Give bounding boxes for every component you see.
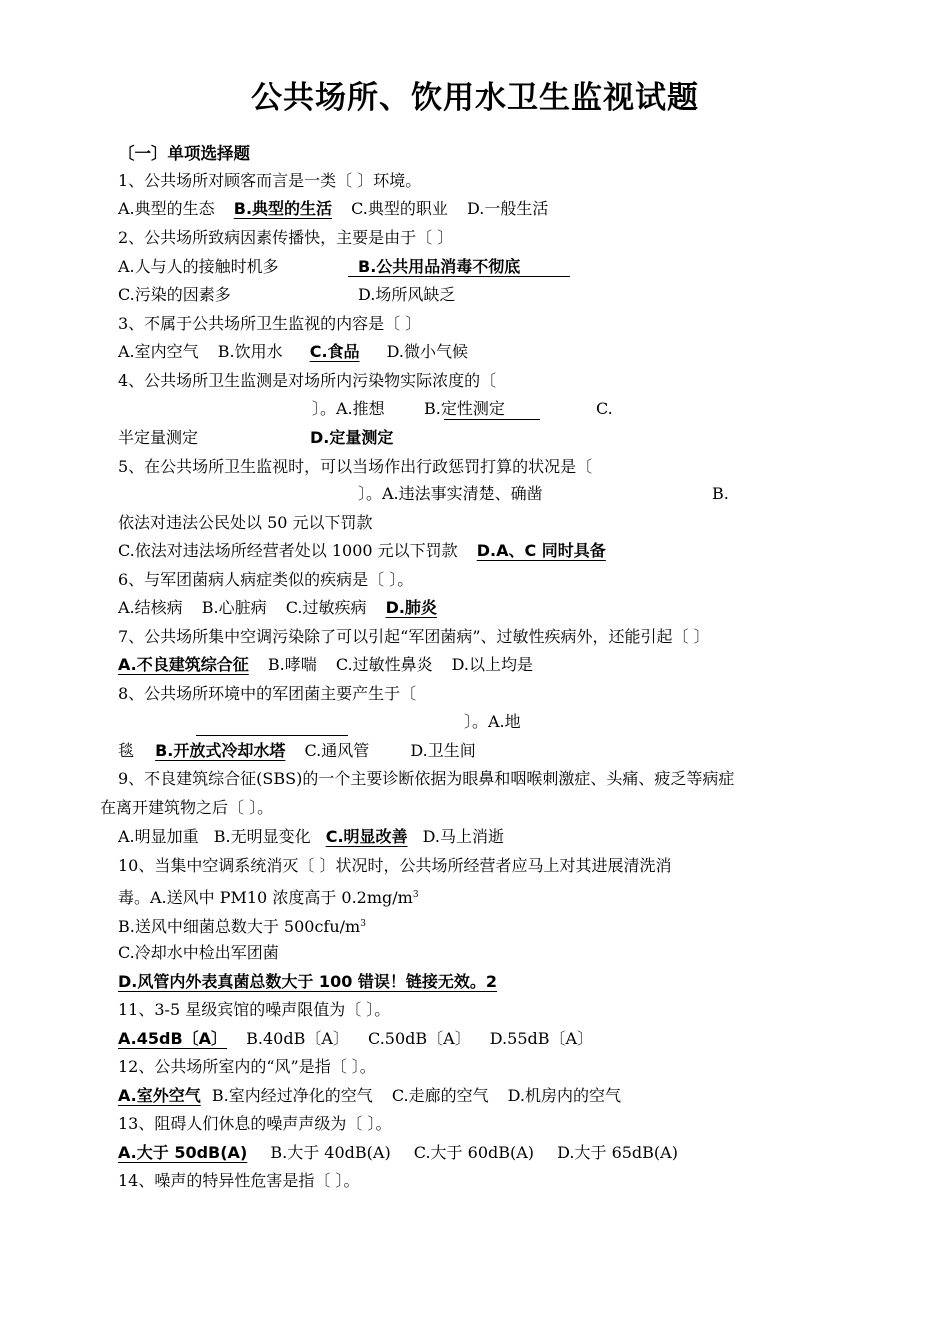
option-c: C.典型的职业 xyxy=(351,199,448,218)
question-3-options xyxy=(118,341,468,363)
question-5-option-a: 〕。A.违法事实清楚、确凿 xyxy=(358,484,543,503)
question-7-stem: 7、公共场所集中空调污染除了可以引起“军团菌病”、过敏性疾病外，还能引起〔 〕 xyxy=(118,627,710,646)
section-heading: 〔一〕单项选择题 xyxy=(118,144,250,163)
answer-underline xyxy=(348,276,570,277)
answer-option-a: A.大于 50dB(A) xyxy=(118,1143,248,1162)
answer-option-a: A.45dB〔A〕 xyxy=(118,1029,228,1048)
question-12-stem: 12、公共场所室内的“风”是指〔 〕。 xyxy=(118,1057,376,1076)
question-3-stem: 3、不属于公共场所卫生监视的内容是〔 〕 xyxy=(118,314,422,333)
option-d: D.卫生间 xyxy=(410,741,476,760)
question-2-stem: 2、公共场所致病因素传播快，主要是由于〔 〕 xyxy=(118,228,454,247)
option-c: C.走廊的空气 xyxy=(391,1086,489,1105)
question-6-stem: 6、与军团菌病人病症类似的疾病是〔 〕。 xyxy=(118,570,414,589)
option-d: D.马上消逝 xyxy=(422,827,504,846)
option-c: C.过敏性鼻炎 xyxy=(335,655,433,674)
option-b: B.哮喘 xyxy=(267,655,317,674)
question-11-stem: 11、3-5 星级宾馆的噪声限值为〔 〕。 xyxy=(118,1000,391,1019)
option-a: A.明显加重 xyxy=(118,827,199,846)
question-13-options xyxy=(118,1142,678,1164)
answer-option-b: B.典型的生活 xyxy=(233,199,333,218)
question-9-stem-continued: 在离开建筑物之后〔 〕。 xyxy=(100,798,274,817)
question-8-stem: 8、公共场所环境中的军团菌主要产生于〔 xyxy=(118,684,417,703)
question-1-stem: 1、公共场所对顾客而言是一类〔 〕环境。 xyxy=(118,171,422,190)
unit-superscript: 3 xyxy=(360,919,366,929)
option-d: D.55dB〔A〕 xyxy=(489,1029,594,1048)
option-c: C.冷却水中检出军团菌 xyxy=(118,943,279,962)
question-8-option-a: 〕。A.地 xyxy=(464,712,521,731)
question-7-options xyxy=(118,654,533,676)
question-14-stem: 14、噪声的特异性危害是指〔 〕。 xyxy=(118,1171,360,1190)
question-13-stem: 13、阻碍人们休息的噪声声级为〔 〕。 xyxy=(118,1114,392,1133)
answer-option-b: B.开放式冷却水塔 xyxy=(155,741,286,760)
option-b: B.大于 40dB(A) xyxy=(270,1143,391,1162)
option-a-continued: 毯 xyxy=(118,741,135,760)
answer-option-d: D.定量测定 xyxy=(310,428,394,447)
question-10-stem: 10、当集中空调系统消灭〔 〕状况时，公共场所经营者应马上对其进展清洗消 xyxy=(118,856,672,875)
question-12-options xyxy=(118,1085,621,1107)
option-c: C.大于 60dB(A) xyxy=(413,1143,535,1162)
question-5-options xyxy=(118,540,606,562)
answer-option-d: D.风管内外表真菌总数大于 100 错误！链接无效。2 xyxy=(118,972,498,991)
unit-superscript: 3 xyxy=(412,890,419,900)
option-b: B.室内经过净化的空气 xyxy=(211,1086,373,1105)
question-9-options xyxy=(118,826,504,848)
question-4-stem: 4、公共场所卫生监测是对场所内污染物实际浓度的〔 xyxy=(118,371,497,390)
option-a: A.人与人的接触时机多 xyxy=(118,257,279,276)
option-b: B.饮用水 xyxy=(217,342,283,361)
answer-option-a: A.不良建筑综合征 xyxy=(118,655,249,674)
option-c: C. xyxy=(596,399,613,418)
option-a: A.典型的生态 xyxy=(118,199,215,218)
answer-underline xyxy=(444,419,540,420)
option-d: D.一般生活 xyxy=(466,199,549,218)
option-c: C.依法对违法场所经营者处以 1000 元以下罚款 xyxy=(118,541,458,560)
question-8-options xyxy=(118,740,476,762)
question-1-options xyxy=(118,198,548,220)
question-5-stem: 5、在公共场所卫生监视时，可以当场作出行政惩罚打算的状况是〔 xyxy=(118,457,593,476)
answer-option-b: B.公共用品消毒不彻底 xyxy=(358,257,521,276)
question-6-options xyxy=(118,597,437,619)
option-c: C.通风管 xyxy=(304,741,370,760)
question-11-options xyxy=(118,1028,593,1050)
option-b: B.心脏病 xyxy=(201,598,267,617)
answer-option-d: D.A、C 同时具备 xyxy=(476,541,606,560)
answer-option-d: D.肺炎 xyxy=(385,598,437,617)
option-c-continued: 半定量测定 xyxy=(118,428,199,447)
answer-option-c: C.食品 xyxy=(309,342,360,361)
option-d: D.机房内的空气 xyxy=(507,1086,622,1105)
option-b: B. xyxy=(712,484,729,503)
option-c: C.过敏疾病 xyxy=(285,598,367,617)
option-d: D.以上均是 xyxy=(451,655,534,674)
option-d: D.微小气候 xyxy=(386,342,468,361)
question-10-option-a: 毒。A.送风中 PM10 浓度高于 $0.2mg/m^3$ xyxy=(118,888,419,908)
question-9-stem: 9、不良建筑综合征(SBS)的一个主要诊断依据为眼鼻和咽喉刺激症、头痛、疲乏等病症 xyxy=(118,769,735,788)
option-a: A.结核病 xyxy=(118,598,183,617)
option-d: D.场所风缺乏 xyxy=(358,285,456,304)
blank-underline xyxy=(196,735,348,736)
option-b: B.无明显变化 xyxy=(213,827,311,846)
answer-option-c: C.明显改善 xyxy=(325,827,408,846)
option-b: B.40dB〔A〕 xyxy=(246,1029,349,1048)
option-b: B.定性测定 xyxy=(424,399,505,418)
answer-option-a: A.室外空气 xyxy=(118,1086,201,1105)
question-4-option-a: 〕。A.推想 xyxy=(312,399,385,418)
option-d: D.大于 65dB(A) xyxy=(557,1143,678,1162)
option-c: C.50dB〔A〕 xyxy=(368,1029,471,1048)
option-b-continued: 依法对违法公民处以 50 元以下罚款 xyxy=(118,513,373,532)
page-title: 公共场所、饮用水卫生监视试题 xyxy=(251,80,699,116)
option-a: A.室内空气 xyxy=(118,342,199,361)
option-c: C.污染的因素多 xyxy=(118,285,231,304)
option-b: B.送风中细菌总数大于 $500cfu/m^3$ xyxy=(118,917,366,937)
